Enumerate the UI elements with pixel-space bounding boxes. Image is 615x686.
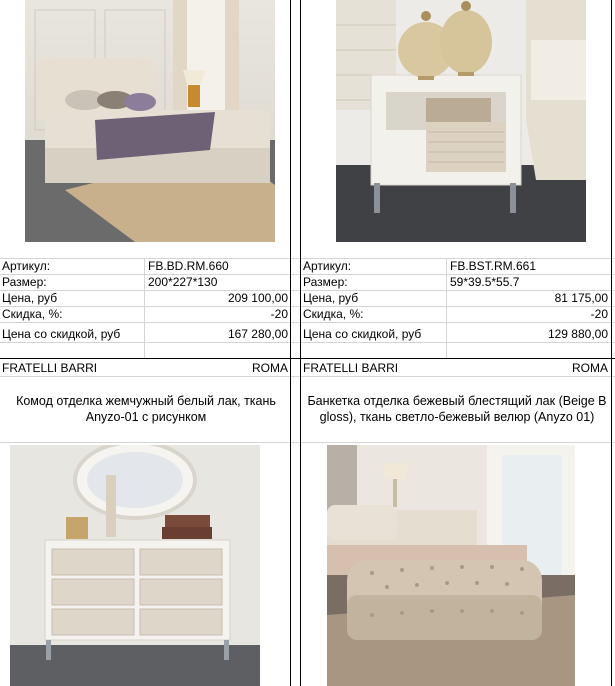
label-discount: Скидка, %: [2, 307, 63, 321]
bench-description: Банкетка отделка бежевый блестящий лак (Beige B gloss), ткань светло-бежевый велюр (Anyzo 01) [307, 394, 607, 424]
label-discounted-price: Цена со скидкой, руб [2, 327, 121, 341]
value-price: 209 100,00 [227, 291, 288, 305]
value-discount: -20 [270, 307, 288, 321]
label-size: Размер: [303, 275, 348, 289]
collection-name: ROMA [252, 361, 288, 375]
value-discounted-price: 129 880,00 [547, 327, 608, 341]
value-discounted-price: 167 280,00 [227, 327, 288, 341]
label-price: Цена, руб [2, 291, 58, 305]
label-article: Артикул: [2, 259, 51, 273]
dresser-photo [10, 445, 260, 686]
value-discount: -20 [590, 307, 608, 321]
label-size: Размер: [2, 275, 47, 289]
value-size: 200*227*130 [148, 275, 218, 289]
bench-photo [327, 445, 575, 686]
value-article: FB.BD.RM.660 [148, 259, 229, 273]
bed-photo [25, 0, 275, 242]
label-discount: Скидка, %: [303, 307, 364, 321]
label-price: Цена, руб [303, 291, 359, 305]
value-size: 59*39.5*55.7 [450, 275, 520, 289]
dresser-description: Комод отделка жемчужный белый лак, ткань Anyzo-01 с рисунком [16, 394, 276, 424]
nightstand-photo [336, 0, 586, 242]
value-article: FB.BST.RM.661 [450, 259, 537, 273]
label-discounted-price: Цена со скидкой, руб [303, 327, 422, 341]
label-article: Артикул: [303, 259, 352, 273]
brand-name: FRATELLI BARRI [303, 361, 399, 375]
value-price: 81 175,00 [554, 291, 608, 305]
brand-name: FRATELLI BARRI [2, 361, 98, 375]
collection-name: ROMA [572, 361, 608, 375]
